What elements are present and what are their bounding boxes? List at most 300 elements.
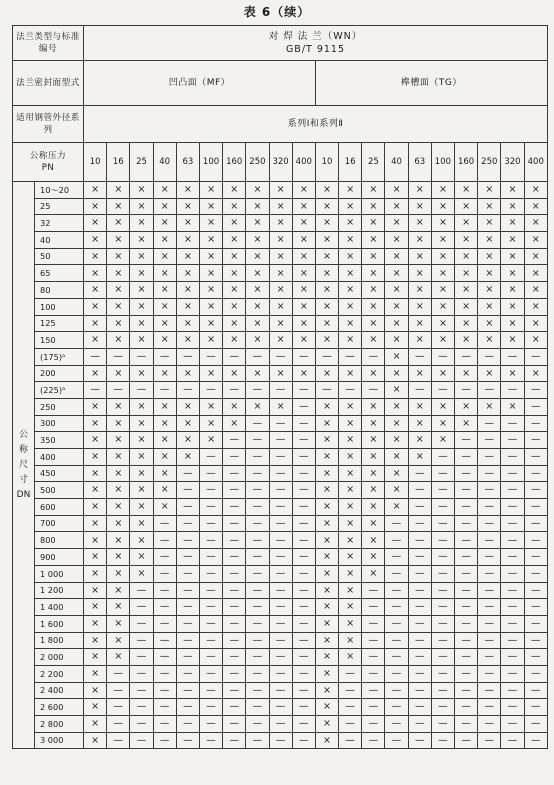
available-mark: × [269,398,292,415]
not-available-mark: — [501,432,524,449]
not-available-mark: — [501,499,524,516]
available-mark: × [362,282,385,299]
not-available-mark: — [246,732,269,749]
dn-value: 400 [35,449,84,466]
not-available-mark: — [362,716,385,733]
not-available-mark: — [269,649,292,666]
available-mark: × [269,198,292,215]
available-mark: × [315,599,338,616]
not-available-mark: — [199,649,222,666]
not-available-mark: — [223,699,246,716]
not-available-mark: — [199,615,222,632]
table-row [13,415,548,432]
available-mark: × [501,232,524,249]
available-mark: × [153,215,176,232]
not-available-mark: — [246,449,269,466]
not-available-mark: — [223,465,246,482]
table-row [13,699,548,716]
not-available-mark: — [269,632,292,649]
not-available-mark: — [478,732,501,749]
not-available-mark: — [524,615,547,632]
available-mark: × [408,365,431,382]
available-mark: × [84,198,107,215]
not-available-mark: — [269,482,292,499]
not-available-mark: — [408,699,431,716]
available-mark: × [339,615,362,632]
not-available-mark: — [176,732,199,749]
available-mark: × [431,215,454,232]
table-row [13,599,548,616]
available-mark: × [246,332,269,349]
not-available-mark: — [246,482,269,499]
not-available-mark: — [339,716,362,733]
dn-value: 80 [35,282,84,299]
available-mark: × [315,732,338,749]
not-available-mark: — [478,599,501,616]
available-mark: × [176,248,199,265]
available-mark: × [107,532,130,549]
available-mark: × [501,332,524,349]
not-available-mark: — [130,615,153,632]
table-row [13,282,548,299]
available-mark: × [84,449,107,466]
not-available-mark: — [478,582,501,599]
not-available-mark: — [223,732,246,749]
available-mark: × [107,315,130,332]
available-mark: × [84,398,107,415]
sealing-face-label: 法兰密封面型式 [13,61,84,106]
available-mark: × [223,215,246,232]
available-mark: × [385,215,408,232]
not-available-mark: — [478,565,501,582]
available-mark: × [315,532,338,549]
not-available-mark: — [408,665,431,682]
available-mark: × [339,482,362,499]
not-available-mark: — [524,549,547,566]
not-available-mark: — [269,599,292,616]
not-available-mark: — [292,732,315,749]
not-available-mark: — [176,699,199,716]
available-mark: × [339,549,362,566]
available-mark: × [339,632,362,649]
not-available-mark: — [153,582,176,599]
available-mark: × [107,499,130,516]
available-mark: × [431,282,454,299]
table-row [13,565,548,582]
not-available-mark: — [199,449,222,466]
not-available-mark: — [153,599,176,616]
available-mark: × [408,265,431,282]
available-mark: × [315,365,338,382]
sealing-face-mf: 凹凸面（MF） [84,61,316,106]
available-mark: × [130,398,153,415]
table-row [13,665,548,682]
not-available-mark: — [501,532,524,549]
not-available-mark: — [362,632,385,649]
not-available-mark: — [153,649,176,666]
not-available-mark: — [269,449,292,466]
available-mark: × [223,248,246,265]
table-row [13,615,548,632]
not-available-mark: — [176,632,199,649]
not-available-mark: — [385,515,408,532]
available-mark: × [362,515,385,532]
not-available-mark: — [84,382,107,399]
available-mark: × [107,198,130,215]
available-mark: × [292,198,315,215]
not-available-mark: — [455,532,478,549]
not-available-mark: — [478,449,501,466]
not-available-mark: — [153,732,176,749]
available-mark: × [339,398,362,415]
available-mark: × [84,532,107,549]
not-available-mark: — [292,699,315,716]
not-available-mark: — [385,649,408,666]
dn-value: 3 000 [35,732,84,749]
dn-value: 65 [35,265,84,282]
available-mark: × [84,732,107,749]
not-available-mark: — [292,482,315,499]
not-available-mark: — [269,549,292,566]
available-mark: × [107,649,130,666]
not-available-mark: — [153,682,176,699]
table-row [13,716,548,733]
dn-value: 700 [35,515,84,532]
available-mark: × [408,182,431,199]
not-available-mark: — [408,499,431,516]
pn-header-cell: 160 [455,143,478,182]
not-available-mark: — [130,348,153,365]
available-mark: × [362,248,385,265]
available-mark: × [246,215,269,232]
not-available-mark: — [292,398,315,415]
available-mark: × [455,182,478,199]
not-available-mark: — [408,482,431,499]
pn-header-cell: 320 [501,143,524,182]
table-row [13,382,548,399]
available-mark: × [478,398,501,415]
available-mark: × [315,699,338,716]
not-available-mark: — [199,549,222,566]
available-mark: × [524,198,547,215]
table-row [13,248,548,265]
available-mark: × [292,265,315,282]
available-mark: × [84,515,107,532]
available-mark: × [524,332,547,349]
available-mark: × [478,315,501,332]
available-mark: × [130,248,153,265]
not-available-mark: — [385,615,408,632]
available-mark: × [199,432,222,449]
available-mark: × [315,632,338,649]
not-available-mark: — [223,449,246,466]
available-mark: × [408,248,431,265]
not-available-mark: — [431,382,454,399]
available-mark: × [385,198,408,215]
table-row [13,215,548,232]
table-row [13,582,548,599]
available-mark: × [176,432,199,449]
not-available-mark: — [246,432,269,449]
not-available-mark: — [408,682,431,699]
not-available-mark: — [199,599,222,616]
available-mark: × [269,232,292,249]
available-mark: × [153,282,176,299]
available-mark: × [524,232,547,249]
not-available-mark: — [199,565,222,582]
pn-header-cell: 63 [408,143,431,182]
not-available-mark: — [269,532,292,549]
available-mark: × [501,198,524,215]
not-available-mark: — [269,382,292,399]
not-available-mark: — [292,348,315,365]
not-available-mark: — [153,382,176,399]
nominal-pressure-label-unit: PN [41,163,55,173]
available-mark: × [199,282,222,299]
available-mark: × [524,315,547,332]
not-available-mark: — [362,699,385,716]
not-available-mark: — [246,599,269,616]
available-mark: × [199,415,222,432]
not-available-mark: — [478,432,501,449]
not-available-mark: — [385,699,408,716]
available-mark: × [199,332,222,349]
available-mark: × [130,499,153,516]
not-available-mark: — [339,665,362,682]
available-mark: × [153,265,176,282]
not-available-mark: — [455,716,478,733]
not-available-mark: — [478,415,501,432]
available-mark: × [153,499,176,516]
not-available-mark: — [199,515,222,532]
available-mark: × [199,232,222,249]
available-mark: × [431,298,454,315]
available-mark: × [315,665,338,682]
available-mark: × [315,449,338,466]
not-available-mark: — [431,449,454,466]
not-available-mark: — [478,699,501,716]
not-available-mark: — [292,382,315,399]
not-available-mark: — [501,732,524,749]
available-mark: × [107,632,130,649]
not-available-mark: — [292,582,315,599]
available-mark: × [339,365,362,382]
not-available-mark: — [269,732,292,749]
available-mark: × [130,298,153,315]
not-available-mark: — [524,415,547,432]
not-available-mark: — [339,382,362,399]
available-mark: × [153,298,176,315]
available-mark: × [315,482,338,499]
available-mark: × [501,248,524,265]
available-mark: × [130,549,153,566]
available-mark: × [339,499,362,516]
available-mark: × [246,298,269,315]
dn-value: 2 000 [35,649,84,666]
available-mark: × [315,415,338,432]
dn-value: 200 [35,365,84,382]
available-mark: × [107,432,130,449]
available-mark: × [362,232,385,249]
available-mark: × [84,282,107,299]
available-mark: × [339,415,362,432]
available-mark: × [455,248,478,265]
available-mark: × [408,282,431,299]
not-available-mark: — [408,465,431,482]
nominal-size-label-char: 称 [18,444,28,455]
available-mark: × [269,332,292,349]
available-mark: × [246,265,269,282]
not-available-mark: — [408,565,431,582]
available-mark: × [246,282,269,299]
not-available-mark: — [501,716,524,733]
not-available-mark: — [524,699,547,716]
available-mark: × [501,265,524,282]
available-mark: × [84,632,107,649]
not-available-mark: — [501,599,524,616]
not-available-mark: — [246,532,269,549]
not-available-mark: — [501,565,524,582]
available-mark: × [199,248,222,265]
not-available-mark: — [223,432,246,449]
not-available-mark: — [130,732,153,749]
available-mark: × [199,198,222,215]
not-available-mark: — [524,348,547,365]
not-available-mark: — [130,599,153,616]
dn-value: 150 [35,332,84,349]
available-mark: × [455,232,478,249]
dn-value: 800 [35,532,84,549]
not-available-mark: — [292,665,315,682]
available-mark: × [478,215,501,232]
available-mark: × [362,265,385,282]
available-mark: × [408,198,431,215]
table-row [13,532,548,549]
available-mark: × [107,282,130,299]
available-mark: × [107,482,130,499]
not-available-mark: — [431,665,454,682]
pn-header-cell: 400 [292,143,315,182]
not-available-mark: — [408,532,431,549]
available-mark: × [130,432,153,449]
available-mark: × [176,415,199,432]
table-row [13,182,548,199]
available-mark: × [84,565,107,582]
available-mark: × [431,198,454,215]
not-available-mark: — [501,348,524,365]
available-mark: × [315,465,338,482]
available-mark: × [408,232,431,249]
not-available-mark: — [269,432,292,449]
available-mark: × [269,282,292,299]
available-mark: × [292,315,315,332]
nominal-pressure-label-text: 公称压力 [29,151,67,161]
available-mark: × [408,315,431,332]
available-mark: × [385,482,408,499]
not-available-mark: — [292,649,315,666]
available-mark: × [315,265,338,282]
available-mark: × [501,215,524,232]
available-mark: × [153,432,176,449]
not-available-mark: — [130,699,153,716]
available-mark: × [153,365,176,382]
not-available-mark: — [176,382,199,399]
not-available-mark: — [269,348,292,365]
not-available-mark: — [478,615,501,632]
not-available-mark: — [223,632,246,649]
not-available-mark: — [269,465,292,482]
available-mark: × [362,432,385,449]
dn-value: 100 [35,298,84,315]
available-mark: × [501,182,524,199]
not-available-mark: — [223,348,246,365]
not-available-mark: — [339,348,362,365]
available-mark: × [455,332,478,349]
not-available-mark: — [199,348,222,365]
available-mark: × [246,398,269,415]
available-mark: × [315,582,338,599]
not-available-mark: — [269,415,292,432]
available-mark: × [362,532,385,549]
not-available-mark: — [292,449,315,466]
pn-header-cell: 25 [362,143,385,182]
available-mark: × [176,365,199,382]
available-mark: × [176,398,199,415]
table-row [13,398,548,415]
available-mark: × [130,465,153,482]
available-mark: × [339,449,362,466]
not-available-mark: — [478,649,501,666]
not-available-mark: — [199,382,222,399]
flange-standard-number: GB/T 9115 [285,44,346,55]
available-mark: × [478,332,501,349]
available-mark: × [176,215,199,232]
available-mark: × [153,182,176,199]
not-available-mark: — [223,716,246,733]
not-available-mark: — [431,599,454,616]
not-available-mark: — [408,599,431,616]
available-mark: × [292,365,315,382]
not-available-mark: — [107,665,130,682]
available-mark: × [84,716,107,733]
not-available-mark: — [455,615,478,632]
available-mark: × [153,465,176,482]
available-mark: × [153,198,176,215]
dn-value: 40 [35,232,84,249]
available-mark: × [130,565,153,582]
available-mark: × [153,398,176,415]
not-available-mark: — [176,716,199,733]
not-available-mark: — [385,582,408,599]
available-mark: × [362,482,385,499]
not-available-mark: — [385,732,408,749]
available-mark: × [223,332,246,349]
not-available-mark: — [130,716,153,733]
available-mark: × [315,649,338,666]
not-available-mark: — [455,382,478,399]
dn-value: 32 [35,215,84,232]
available-mark: × [107,265,130,282]
dn-value: 450 [35,465,84,482]
not-available-mark: — [153,549,176,566]
dn-value: 2 600 [35,699,84,716]
not-available-mark: — [292,415,315,432]
available-mark: × [246,198,269,215]
available-mark: × [385,298,408,315]
available-mark: × [315,615,338,632]
available-mark: × [431,182,454,199]
dn-value: (175)ᵃ [35,348,84,365]
